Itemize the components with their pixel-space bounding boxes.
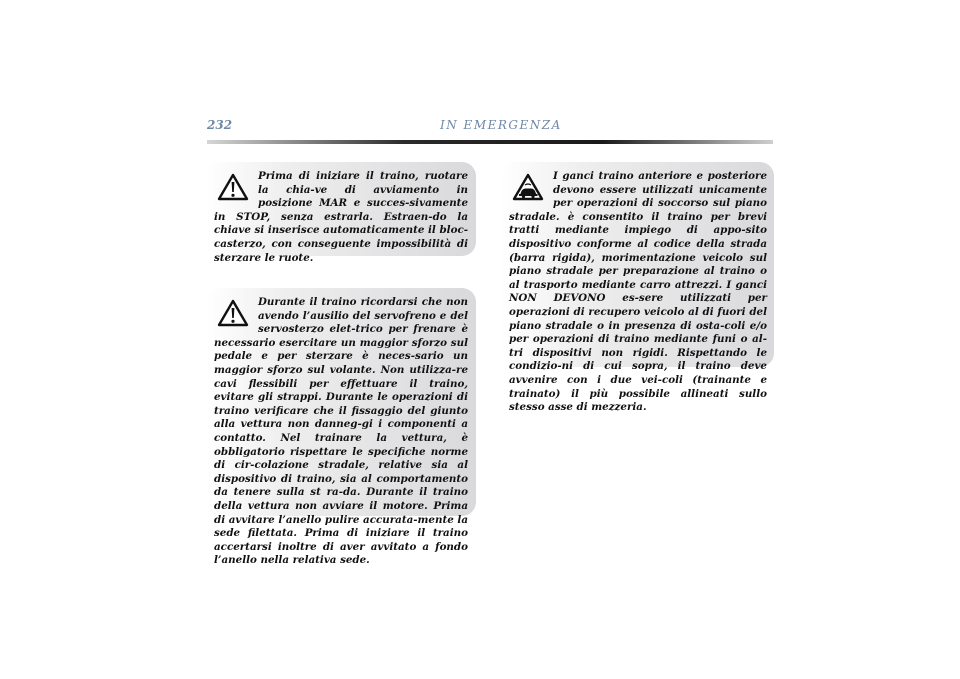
warning-triangle-icon xyxy=(214,298,252,328)
header-rule xyxy=(207,140,773,144)
note-text: Durante il traino ricordarsi che non avendo l’ausilio del servofreno e del servosterzo elet-trico per frenare è necessario esercitare un maggior sforzo sul pedale e per sterzare è neces-sario un maggior sforzo sul volante. Non utilizza-re cavi flessibili per effettuare il traino, evitare gli strappi. Durante le operazioni di traino verificare che il fissaggio del giunto alla vettura non danneg-gi i componenti a contatto. Nel trainare la vettura, è obbligatorio rispettare le specifiche norme di cir-colazione stradale, relative sia al dispositivo di traino, sia al comportamento da tenere sulla st ra-da. Durante il traino della vettura non avviare il motore. Prima di avvitare l’anello pulire accurata-mente la sede filettata. Prima di iniziare il traino accertarsi inoltre di aver avvitato a fondo l’anello nella relativa sede. xyxy=(214,296,468,567)
note-text: Prima di iniziare il traino, ruotare la chia-ve di avviamento in posizione MAR e succes-sivamente in STOP, senza estrarla. Estraen-do la chiave si inserisce automaticamente il bloc-casterzo, con conseguente impossibilità di sterzare le ruote. xyxy=(214,170,468,264)
section-title: IN EMERGENZA xyxy=(440,118,562,132)
page-header xyxy=(207,118,773,148)
car-tow-triangle-icon xyxy=(509,172,547,202)
note-text: I ganci traino anteriore e posteriore devono essere utilizzati unicamente per operazioni di soccorso sul piano stradale. è consentito il traino per brevi tratti mediante impiego di appo-sito dispositivo conforme al codice della strada (barra rigida), morimentazione veicolo sul piano stradale per preparazione al traino o al trasporto mediante carro attrezzi. I ganci NON DEVONO es-sere utilizzati per operazioni di recupero veicolo al di fuori del piano stradale o in presenza di osta-coli e/o per operazioni di traino mediante funi o al-tri dispositivi non rigidi. Rispettando le condizio-ni di cui sopra, il traino deve avvenire con i due vei-coli (trainante e trainato) il più possibile allineati sullo stesso asse di mezzeria. xyxy=(509,170,767,414)
warning-note-ignition xyxy=(206,162,476,264)
page-number: 232 xyxy=(207,118,233,132)
warning-triangle-icon xyxy=(214,172,252,202)
warning-note-towing xyxy=(206,288,476,567)
caution-note-tow-hooks xyxy=(501,162,774,414)
